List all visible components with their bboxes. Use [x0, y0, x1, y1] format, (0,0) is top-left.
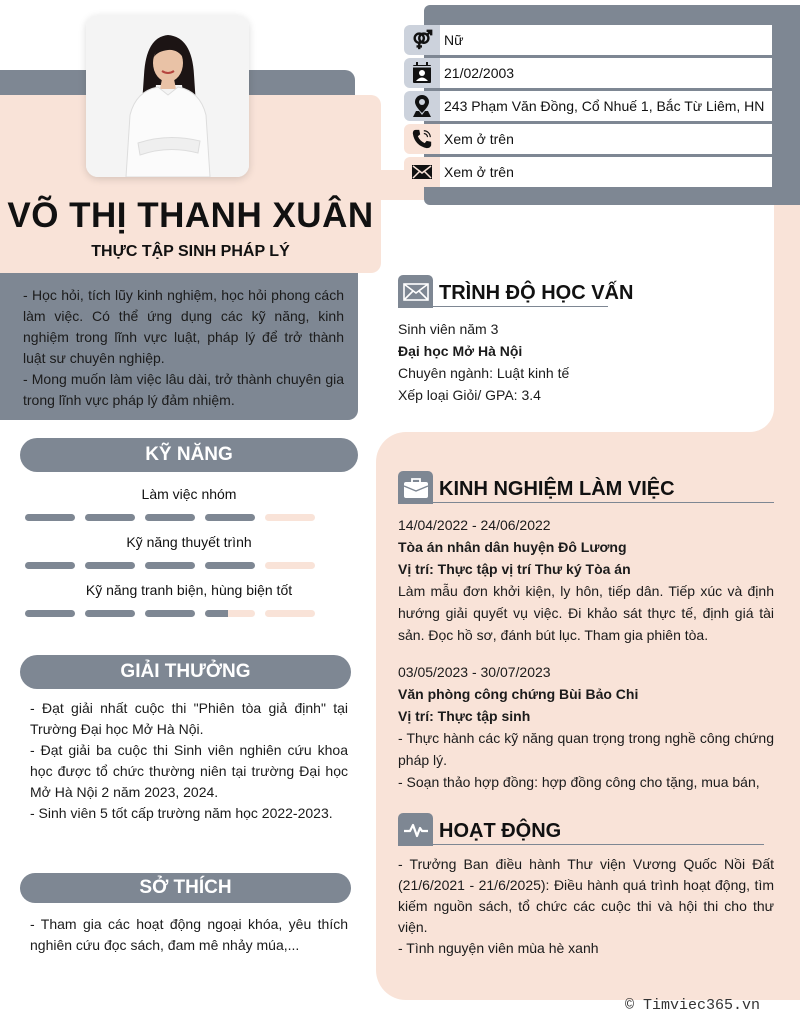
experience-heading: [398, 470, 675, 504]
award-item: - Đạt giải nhất cuộc thi "Phiên tòa giả định" tại Trường Đại học Mở Hà Nội.: [30, 700, 348, 737]
hobbies-list: [30, 914, 348, 956]
education-major: Chuyên ngành: Luật kinh tế: [398, 365, 570, 381]
skill-rating-bar: [25, 562, 315, 570]
objective-line: - Học hỏi, tích lũy kinh nghiệm, học hỏi phong cách làm việc. Có thể ứng dụng các kỹ năng, kinh nghiệm trong lĩnh vực luật, pháp lý để trở thành luật sư chuyên nghiệp.: [23, 287, 344, 366]
watermark: © Timviec365.vn: [625, 997, 761, 1014]
job-title: THỰC TẬP SINH PHÁP LÝ: [91, 243, 290, 260]
award-item: - Sinh viên 5 tốt cấp trường năm học 2022-2023.: [30, 805, 333, 821]
activities-list: [398, 854, 774, 959]
skill-rating-bar: [25, 610, 315, 618]
avatar: [86, 15, 249, 177]
activities-heading: [398, 812, 561, 846]
contact-value: Xem ở trên: [440, 124, 772, 154]
award-item: - Đạt giải ba cuộc thi Sinh viên nghiên cứu khoa học được tổ chức thường niên tại trường Đại học Mở Hà Nội 2 năm 2023, 2024.: [30, 742, 348, 800]
experience-position: Vị trí: Thực tập sinh: [398, 708, 531, 724]
career-objective: [0, 273, 358, 420]
experience-description: - Thực hành các kỹ năng quan trọng trong nghề công chứng pháp lý.: [398, 730, 774, 768]
experience-description: Làm mẫu đơn khởi kiện, ly hôn, tiếp dân. Tiếp xúc và định hướng giải quyết vụ việc. Đi khảo sát thực tế, định giá tài sản. Đọc hồ sơ, đánh bút lục. Tham gia phiên tòa.: [398, 583, 774, 643]
skill-rating-bar: [25, 514, 315, 522]
profile-photo-icon: [86, 15, 249, 177]
contact-gender: [404, 25, 772, 55]
section-underline: [398, 502, 774, 503]
skill-label: Kỹ năng thuyết trình: [126, 534, 252, 550]
education-heading: [398, 274, 633, 308]
section-underline: [398, 844, 764, 845]
experience-company: Văn phòng công chứng Bùi Bảo Chi: [398, 686, 639, 702]
education-school: Đại học Mở Hà Nội: [398, 343, 523, 359]
awards-heading: GIẢI THƯỞNG: [20, 655, 351, 689]
experience-position: Vị trí: Thực tập vị trí Thư ký Tòa án: [398, 561, 631, 577]
hobby-item: - Tham gia các hoạt động ngoại khóa, yêu thích nghiên cứu đọc sách, đam mê nhảy múa,...: [30, 916, 348, 953]
activity-item: - Trưởng Ban điều hành Thư viện Vương Quốc Nồi Đất (21/6/2021 - 21/6/2025): Điều hành quá trình hoạt động, tìm kiếm nguồn sách, tổ chức các cuộc thi và hội thi cho thư viện.: [398, 856, 774, 935]
location-pin-icon: [404, 91, 440, 121]
gender-icon: [404, 25, 440, 55]
section-title: KINH NGHIỆM LÀM VIỆC: [439, 478, 675, 500]
contact-value: 21/02/2003: [440, 58, 772, 88]
contact-phone: [404, 124, 772, 154]
briefcase-icon: [398, 471, 433, 504]
experience-description: - Soạn thảo hợp đồng: hợp đồng công cho tặng, mua bán,: [398, 774, 760, 790]
objective-line: - Mong muốn làm việc lâu dài, trở thành chuyên gia trong lĩnh vực pháp lý đảm nhiệm.: [23, 371, 344, 408]
awards-list: [30, 698, 348, 824]
contact-birthday: [404, 58, 772, 88]
candidate-name: VÕ THỊ THANH XUÂN: [7, 196, 374, 235]
contact-value: 243 Phạm Văn Đồng, Cổ Nhuế 1, Bắc Từ Liêm, HN: [440, 91, 772, 121]
section-title: HOẠT ĐỘNG: [439, 820, 562, 842]
skill-label: Kỹ năng tranh biện, hùng biện tốt: [85, 582, 293, 598]
contact-value: Nữ: [440, 25, 772, 55]
envelope-icon: [404, 157, 440, 187]
experience-period: 14/04/2022 - 24/06/2022: [398, 517, 551, 533]
experience-item: [398, 514, 774, 646]
hobbies-heading: SỞ THÍCH: [20, 873, 351, 903]
experience-panel-corner: [376, 432, 416, 472]
experience-period: 03/05/2023 - 30/07/2023: [398, 664, 551, 680]
phone-icon: [404, 124, 440, 154]
contact-address: [404, 91, 772, 121]
education-status: Sinh viên năm 3: [398, 321, 499, 337]
envelope-icon: [398, 275, 433, 308]
activity-item: - Tình nguyện viên mùa hè xanh: [398, 940, 599, 956]
section-title: TRÌNH ĐỘ HỌC VẤN: [439, 282, 634, 304]
section-underline: [398, 306, 608, 307]
contact-email: [404, 157, 772, 187]
skills-heading: KỸ NĂNG: [20, 438, 358, 472]
skill-label: Làm việc nhóm: [141, 486, 237, 502]
education-grade: Xếp loại Giỏi/ GPA: 3.4: [398, 387, 541, 403]
pulse-icon: [398, 813, 433, 846]
calendar-icon: [404, 58, 440, 88]
education-details: [398, 318, 774, 406]
experience-item: [398, 661, 774, 793]
contact-value: Xem ở trên: [440, 157, 772, 187]
experience-company: Tòa án nhân dân huyện Đô Lương: [398, 539, 627, 555]
